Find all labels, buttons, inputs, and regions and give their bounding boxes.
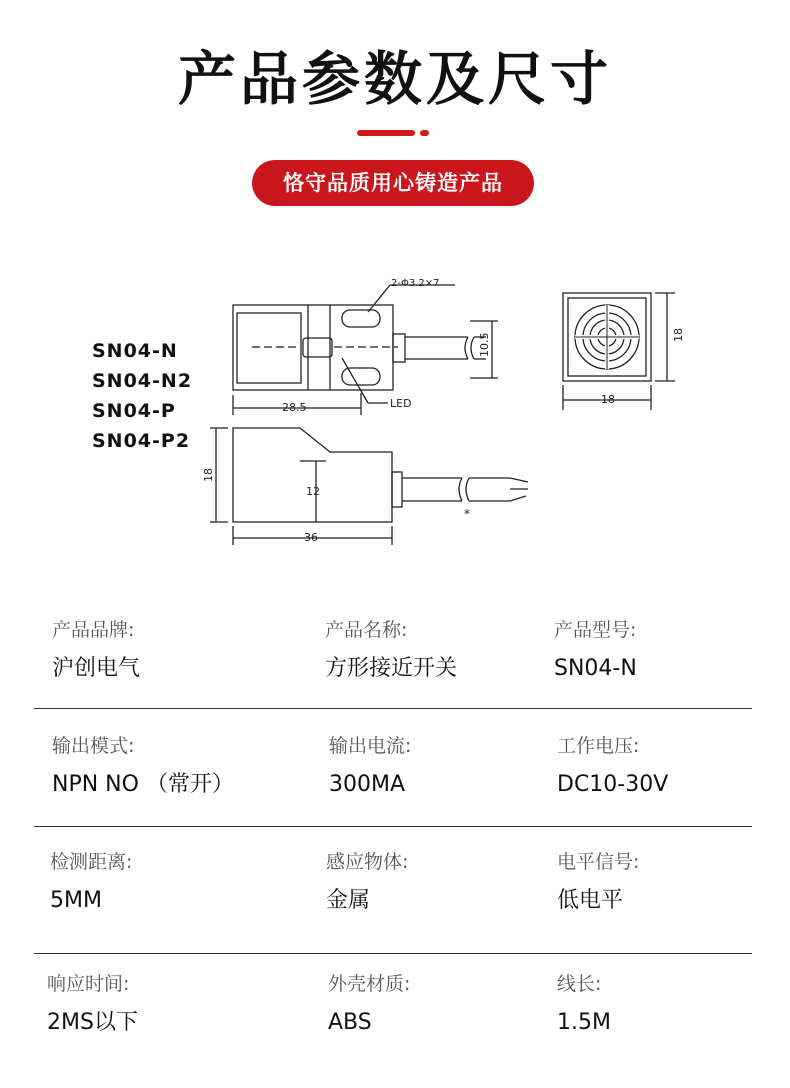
spec-cell [50, 848, 132, 916]
spec-label: 线长: [557, 973, 602, 995]
spec-cell [328, 970, 410, 1038]
spec-value: 1.5M [557, 1010, 611, 1035]
title-accent-bar [357, 130, 415, 136]
spec-label: 产品名称: [325, 619, 408, 641]
spec-row [0, 732, 790, 850]
front-view [563, 293, 675, 410]
row-divider [34, 826, 752, 827]
spec-cell [557, 848, 639, 916]
spec-cell [554, 616, 637, 684]
spec-label: 电平信号: [557, 851, 640, 873]
spec-value: 金属 [326, 888, 371, 913]
dim-10-5: 10.5 [478, 332, 491, 357]
spec-cell [52, 616, 140, 684]
spec-label: 产品品牌: [52, 619, 135, 641]
led-label: LED [390, 397, 412, 410]
spec-label: 输出电流: [329, 735, 412, 757]
model-item: SN04-N [92, 340, 178, 362]
spec-cell [52, 732, 234, 800]
spec-cell [557, 732, 668, 800]
title-accent-dot [420, 130, 429, 136]
spec-cell [329, 732, 411, 800]
spec-value: 5MM [50, 888, 102, 913]
spec-value: NPN NO （常开） [52, 772, 234, 797]
spec-row [0, 616, 790, 734]
dimension-drawing [80, 260, 700, 560]
model-item: SN04-P2 [92, 430, 191, 452]
spec-label: 产品型号: [554, 619, 637, 641]
model-item: SN04-N2 [92, 370, 193, 392]
spec-label: 输出模式: [52, 735, 135, 757]
dim-12: 12 [306, 485, 320, 498]
spec-value: 方形接近开关 [325, 656, 458, 681]
dim-18-side: 18 [672, 328, 685, 342]
cable-star: * [464, 507, 470, 521]
spec-value: 300MA [329, 772, 406, 797]
dim-18-h: 18 [202, 468, 215, 482]
spec-label: 感应物体: [326, 851, 409, 873]
spec-label: 外壳材质: [328, 973, 411, 995]
side-view [210, 428, 528, 545]
holes-label: 2-Φ3.2×7 [391, 278, 440, 289]
spec-label: 工作电压: [557, 735, 640, 757]
spec-cell [557, 970, 611, 1038]
spec-row [0, 970, 790, 1088]
spec-label: 检测距离: [50, 851, 133, 873]
row-divider [34, 953, 752, 954]
spec-cell [325, 616, 457, 684]
spec-value: DC10-30V [557, 772, 669, 797]
row-divider [34, 708, 752, 709]
model-item: SN04-P [92, 400, 176, 422]
dim-18-bottom: 18 [601, 393, 615, 406]
dim-36: 36 [304, 531, 318, 544]
spec-cell [47, 970, 138, 1038]
slogan-badge: 恪守品质用心铸造产品 [252, 160, 534, 206]
spec-value: 低电平 [557, 888, 624, 913]
spec-value: 2MS以下 [47, 1010, 138, 1035]
spec-value: ABS [328, 1010, 372, 1035]
page-title: 产品参数及尺寸 [177, 45, 612, 113]
spec-row [0, 848, 790, 966]
dim-28-5: 28.5 [282, 401, 307, 414]
spec-label: 响应时间: [47, 973, 130, 995]
spec-value: 沪创电气 [52, 656, 141, 681]
top-view [233, 285, 498, 415]
spec-value: SN04-N [554, 656, 637, 681]
spec-cell [326, 848, 408, 916]
